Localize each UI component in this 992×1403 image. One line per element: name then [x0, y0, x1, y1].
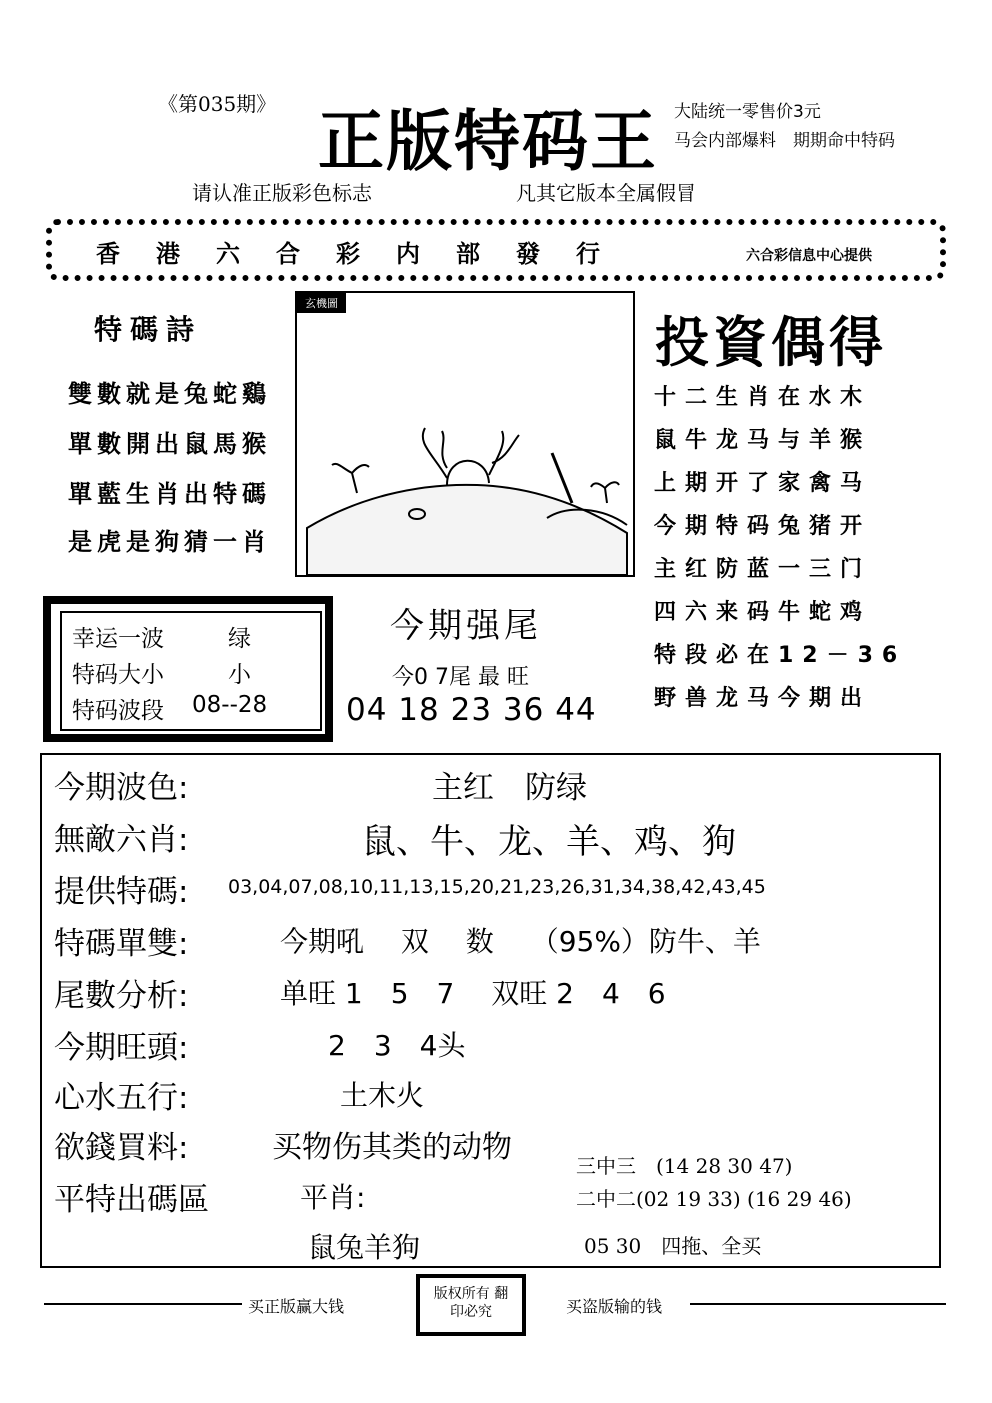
invest-line: 特段必在12－36	[654, 643, 907, 668]
strong-tail-title: 今期强尾	[390, 606, 542, 646]
price-info	[674, 98, 895, 156]
buy-info-label: 欲錢買料:	[54, 1130, 189, 1166]
poem-line: 單藍生肖出特碼	[68, 479, 271, 508]
six-zodiac-label: 無敵六肖:	[54, 822, 189, 858]
invest-title: 投資偶得	[655, 311, 887, 374]
five-elements-value: 土木火	[340, 1079, 425, 1112]
poem-line: 是虎是狗猜一肖	[68, 527, 271, 556]
source-text: 六合彩信息中心提供	[746, 248, 872, 264]
poem-line: 單數開出鼠馬猴	[68, 429, 271, 458]
invest-line: 十二生肖在水木	[654, 385, 872, 410]
copyright-text: 版权所有 翻印必究	[433, 1286, 509, 1320]
hot-head-value: 2 3 4头	[328, 1029, 466, 1062]
lucky-size-label: 特码大小	[72, 662, 164, 688]
invest-line: 今期特码兔猪开	[654, 514, 872, 539]
page-title: 正版特码王	[318, 102, 658, 180]
five-elements-label: 心水五行:	[54, 1080, 189, 1116]
hot-head-label: 今期旺頭:	[54, 1030, 189, 1066]
invest-line: 上期开了家禽马	[654, 471, 872, 496]
lucky-range-label: 特码波段	[72, 698, 164, 724]
poem-title: 特碼詩	[94, 313, 203, 346]
flat-zodiac-value: 鼠兔羊狗	[308, 1231, 421, 1264]
counterfeit-note: 凡其它版本全属假冒	[516, 181, 696, 205]
invest-line: 四六来码牛蛇鸡	[654, 600, 872, 625]
issue-number: 《第035期》	[158, 92, 277, 116]
price-line: 大陆统一零售价3元	[674, 102, 821, 122]
buy-info-value: 买物伤其类的动物	[272, 1130, 512, 1165]
special-code-value: 03,04,07,08,10,11,13,15,20,21,23,26,31,34,38,42,43,45	[228, 876, 766, 898]
promo-line: 马会内部爆料 期期命中特码	[674, 131, 895, 151]
publisher-text: 香港六合彩内部發行	[96, 239, 636, 268]
lucky-range-value: 08--28	[192, 692, 268, 718]
footer-rule-right	[690, 1303, 946, 1305]
tail-analysis-label: 尾數分析:	[54, 978, 189, 1014]
flat-zone-label: 平特出碼區	[54, 1182, 209, 1218]
combo-two: 二中二(02 19 33) (16 29 46)	[576, 1187, 852, 1211]
invest-line: 野兽龙马今期出	[654, 686, 872, 711]
strong-tail-numbers: 04 18 23 36 44	[346, 692, 597, 728]
strong-tail-sub: 今0 7尾 最 旺	[392, 665, 529, 690]
invest-line: 鼠牛龙马与羊猴	[654, 428, 872, 453]
lucky-size-value: 小	[228, 662, 251, 688]
authenticity-note: 请认准正版彩色标志	[192, 181, 372, 205]
puzzle-image	[295, 291, 635, 577]
special-code-label: 提供特碼:	[54, 874, 189, 910]
combo-three: 三中三 (14 28 30 47)	[576, 1154, 793, 1178]
tail-analysis-value: 单旺 1 5 7 双旺 2 4 6	[280, 977, 666, 1010]
buy-fake-text: 买盗版输的钱	[566, 1297, 663, 1316]
odd-even-value: 今期吼 双 数 （95%）防牛、羊	[280, 925, 761, 958]
wave-color-value: 主红 防绿	[432, 770, 587, 806]
footer-rule-left	[44, 1303, 242, 1305]
lucky-wave-label: 幸运一波	[72, 626, 164, 652]
buy-real-text: 买正版赢大钱	[248, 1297, 345, 1316]
flat-zodiac-label: 平肖:	[300, 1181, 366, 1214]
lucky-wave-value: 绿	[228, 626, 251, 652]
poem-line: 雙數就是兔蛇鷄	[68, 379, 271, 408]
six-zodiac-value: 鼠、牛、龙、羊、鸡、狗	[362, 822, 736, 862]
invest-line: 主红防蓝一三门	[654, 557, 872, 582]
combo-drag: 05 30 四拖、全买	[584, 1234, 762, 1258]
wave-color-label: 今期波色:	[54, 770, 189, 806]
puzzle-drawing-icon	[297, 293, 633, 575]
odd-even-label: 特碼單雙:	[54, 926, 189, 962]
image-label: 玄機圖	[297, 293, 346, 313]
